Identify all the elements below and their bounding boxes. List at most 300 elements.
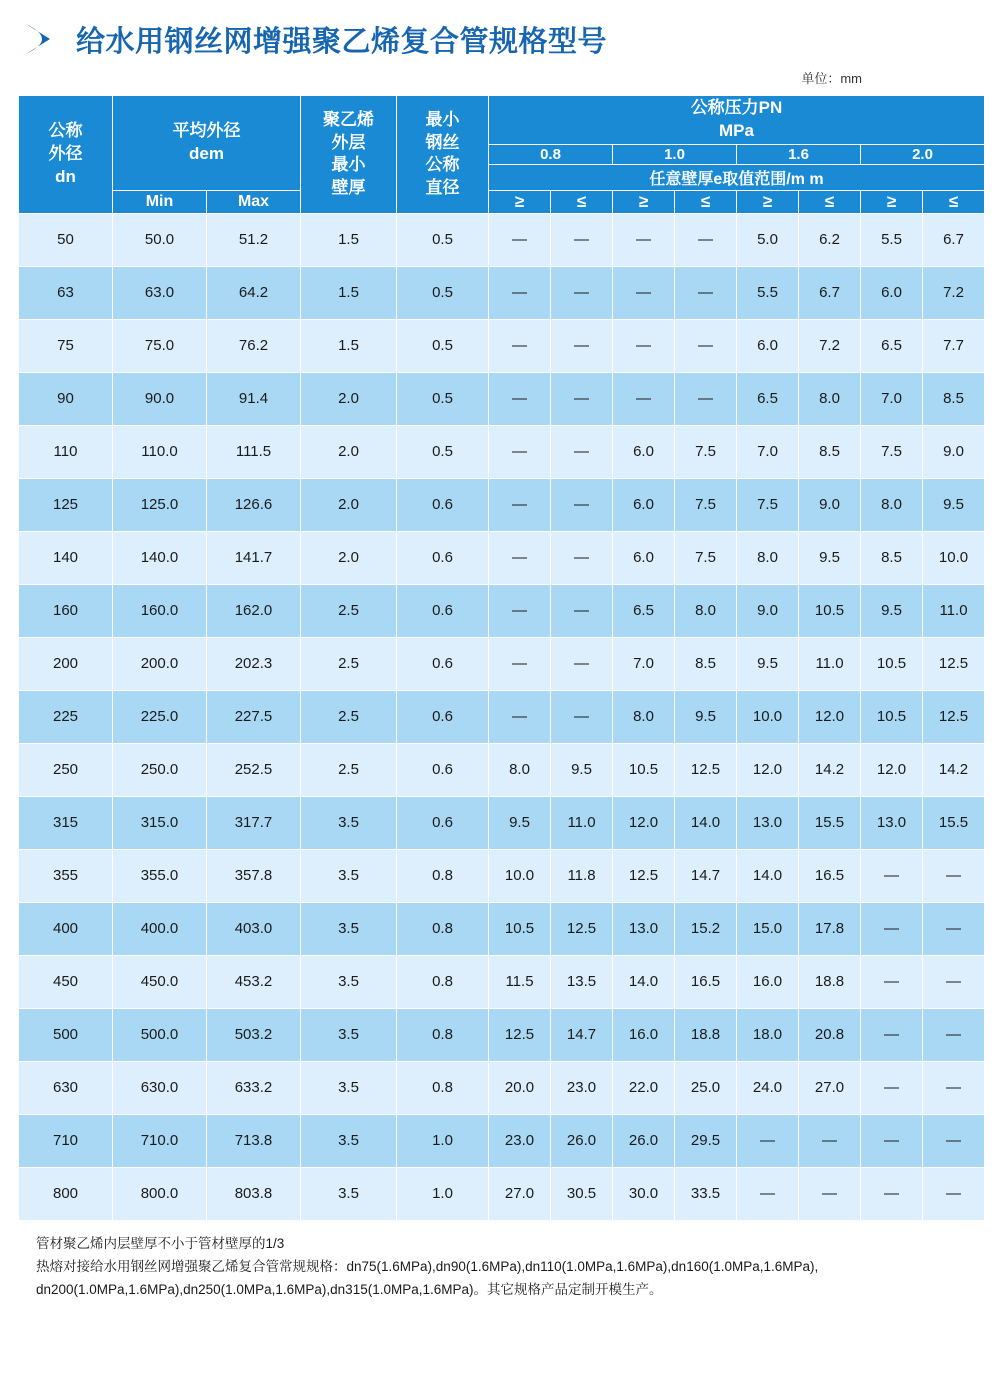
cell-p08_le: — [551,213,613,266]
col-header-dem-max: Max [207,190,301,213]
cell-p08_ge: — [489,425,551,478]
table-row [19,902,985,955]
cell-pe_min_wall: 3.5 [301,902,397,955]
cell-p08_le: — [551,637,613,690]
table-row [19,425,985,478]
cell-dem_min: 200.0 [113,637,207,690]
cell-dem_min: 160.0 [113,584,207,637]
cell-p20_le: 14.2 [923,743,985,796]
cell-p16_ge: — [737,1167,799,1220]
cell-p20_le: 9.0 [923,425,985,478]
wire-line-2: 钢丝 [425,132,460,152]
table-row [19,213,985,266]
cell-p16_le: 14.2 [799,743,861,796]
cell-p20_ge: 9.5 [861,584,923,637]
cell-p20_ge: 6.5 [861,319,923,372]
cell-dn: 315 [19,796,113,849]
cell-p20_ge: 7.0 [861,372,923,425]
cell-p10_ge: 13.0 [613,902,675,955]
cell-p10_ge: 6.0 [613,425,675,478]
pressure-class-2-0: 2.0 [861,144,985,164]
table-body [19,213,985,1220]
cell-p20_le: 12.5 [923,637,985,690]
footnote-line-1: 管材聚乙烯内层壁厚不小于管材壁厚的1/3 [36,1235,285,1251]
cell-p08_ge: 23.0 [489,1114,551,1167]
table-row [19,531,985,584]
table-row [19,1008,985,1061]
col-header-p08-ge: ≥ [489,190,551,213]
cell-p08_le: 11.8 [551,849,613,902]
cell-p16_ge: 6.0 [737,319,799,372]
cell-p10_le: 14.0 [675,796,737,849]
cell-pe_min_wall: 2.5 [301,743,397,796]
pn-line-1: 公称压力PN [690,98,783,117]
table-row [19,478,985,531]
cell-p20_ge: 13.0 [861,796,923,849]
cell-dem_max: 64.2 [207,266,301,319]
page-title: 给水用钢丝网增强聚乙烯复合管规格型号 [76,25,608,58]
cell-p20_ge: — [861,1008,923,1061]
col-header-p10-ge: ≥ [613,190,675,213]
cell-dem_max: 202.3 [207,637,301,690]
cell-p16_le: 6.2 [799,213,861,266]
cell-dem_max: 91.4 [207,372,301,425]
cell-pe_min_wall: 2.0 [301,425,397,478]
cell-p10_ge: 8.0 [613,690,675,743]
cell-dn: 355 [19,849,113,902]
header-row-4 [19,190,985,213]
cell-p20_le: 8.5 [923,372,985,425]
cell-p10_le: 12.5 [675,743,737,796]
cell-p08_ge: 27.0 [489,1167,551,1220]
cell-wire_dia: 0.8 [397,849,489,902]
cell-p16_ge: 24.0 [737,1061,799,1114]
table-row [19,319,985,372]
cell-p10_ge: — [613,319,675,372]
dn-line-3: dn [55,166,76,186]
cell-p20_ge: 6.0 [861,266,923,319]
cell-wire_dia: 1.0 [397,1167,489,1220]
unit-note: 单位：mm [801,71,862,86]
cell-p10_le: 7.5 [675,425,737,478]
cell-p20_le: 15.5 [923,796,985,849]
table-row [19,637,985,690]
cell-dn: 400 [19,902,113,955]
cell-dn: 225 [19,690,113,743]
cell-wire_dia: 0.8 [397,902,489,955]
cell-wire_dia: 0.6 [397,531,489,584]
cell-p08_le: 26.0 [551,1114,613,1167]
cell-p16_ge: 10.0 [737,690,799,743]
chevron-right-icon [20,16,66,62]
cell-p16_ge: — [737,1114,799,1167]
cell-p20_ge: — [861,902,923,955]
cell-p10_le: 33.5 [675,1167,737,1220]
cell-p08_le: — [551,584,613,637]
cell-p20_le: — [923,1167,985,1220]
cell-p10_ge: 12.5 [613,849,675,902]
cell-dem_min: 400.0 [113,902,207,955]
pe-line-3: 最小 [331,155,366,175]
cell-wire_dia: 0.5 [397,213,489,266]
cell-dem_max: 357.8 [207,849,301,902]
cell-p16_ge: 6.5 [737,372,799,425]
cell-p16_ge: 15.0 [737,902,799,955]
cell-p08_ge: — [489,584,551,637]
cell-p16_ge: 5.5 [737,266,799,319]
header-row-1 [19,96,985,145]
cell-p10_ge: — [613,213,675,266]
table-row [19,372,985,425]
cell-wire_dia: 0.8 [397,1008,489,1061]
cell-p16_le: 18.8 [799,955,861,1008]
cell-p10_le: 29.5 [675,1114,737,1167]
cell-p20_ge: 12.0 [861,743,923,796]
table-row [19,1167,985,1220]
cell-p16_le: 8.5 [799,425,861,478]
cell-p08_ge: — [489,319,551,372]
cell-p10_le: — [675,319,737,372]
cell-p10_le: 8.5 [675,637,737,690]
cell-p10_ge: — [613,266,675,319]
cell-wire_dia: 0.5 [397,319,489,372]
dn-line-2: 外径 [48,143,83,163]
cell-p08_ge: 10.0 [489,849,551,902]
cell-p20_ge: — [861,1167,923,1220]
cell-dn: 630 [19,1061,113,1114]
cell-dem_max: 453.2 [207,955,301,1008]
cell-dem_min: 710.0 [113,1114,207,1167]
table-row [19,266,985,319]
cell-p08_le: 9.5 [551,743,613,796]
cell-p20_le: — [923,1008,985,1061]
cell-p16_le: 15.5 [799,796,861,849]
cell-p16_ge: 5.0 [737,213,799,266]
cell-p08_le: 14.7 [551,1008,613,1061]
cell-p16_le: 17.8 [799,902,861,955]
cell-p16_le: 9.5 [799,531,861,584]
cell-p10_le: 15.2 [675,902,737,955]
cell-p10_ge: 6.5 [613,584,675,637]
cell-pe_min_wall: 3.5 [301,1008,397,1061]
cell-p08_ge: 20.0 [489,1061,551,1114]
cell-p20_ge: 10.5 [861,637,923,690]
cell-p10_ge: 30.0 [613,1167,675,1220]
cell-p16_le: 27.0 [799,1061,861,1114]
cell-p08_le: — [551,319,613,372]
cell-dn: 50 [19,213,113,266]
dn-line-1: 公称 [48,121,83,141]
cell-p16_ge: 9.5 [737,637,799,690]
cell-p10_le: — [675,372,737,425]
cell-p08_le: — [551,425,613,478]
cell-p08_le: — [551,266,613,319]
dem-line-2: dem [189,143,224,163]
col-header-p20-le: ≤ [923,190,985,213]
cell-wire_dia: 0.5 [397,425,489,478]
col-header-dem [113,96,301,191]
cell-p16_le: 16.5 [799,849,861,902]
cell-dn: 110 [19,425,113,478]
cell-p10_le: — [675,213,737,266]
cell-p20_ge: — [861,849,923,902]
cell-dem_min: 140.0 [113,531,207,584]
cell-wire_dia: 0.8 [397,1061,489,1114]
cell-dn: 75 [19,319,113,372]
cell-p08_ge: 12.5 [489,1008,551,1061]
cell-dem_max: 803.8 [207,1167,301,1220]
cell-dem_max: 111.5 [207,425,301,478]
cell-dem_min: 90.0 [113,372,207,425]
cell-dem_max: 76.2 [207,319,301,372]
pn-line-2: MPa [719,120,754,140]
cell-dem_max: 51.2 [207,213,301,266]
cell-p20_le: 7.7 [923,319,985,372]
cell-p08_le: 23.0 [551,1061,613,1114]
cell-p08_le: — [551,478,613,531]
cell-p10_ge: 6.0 [613,531,675,584]
cell-dem_max: 633.2 [207,1061,301,1114]
cell-wire_dia: 0.5 [397,266,489,319]
cell-pe_min_wall: 2.0 [301,478,397,531]
cell-p10_le: 7.5 [675,478,737,531]
cell-wire_dia: 0.6 [397,690,489,743]
cell-p16_le: 6.7 [799,266,861,319]
cell-dem_min: 50.0 [113,213,207,266]
cell-p10_le: 16.5 [675,955,737,1008]
table-row [19,955,985,1008]
cell-p16_le: — [799,1167,861,1220]
cell-p10_ge: 26.0 [613,1114,675,1167]
cell-p20_le: — [923,849,985,902]
cell-p10_ge: 14.0 [613,955,675,1008]
cell-dem_min: 250.0 [113,743,207,796]
cell-wire_dia: 1.0 [397,1114,489,1167]
cell-p20_ge: — [861,1114,923,1167]
cell-p08_le: 13.5 [551,955,613,1008]
cell-dem_min: 800.0 [113,1167,207,1220]
cell-wire_dia: 0.6 [397,796,489,849]
cell-wire_dia: 0.5 [397,372,489,425]
cell-dn: 800 [19,1167,113,1220]
cell-p08_le: — [551,531,613,584]
cell-pe_min_wall: 3.5 [301,1114,397,1167]
cell-p16_ge: 16.0 [737,955,799,1008]
cell-dem_max: 141.7 [207,531,301,584]
cell-pe_min_wall: 1.5 [301,213,397,266]
cell-dem_min: 450.0 [113,955,207,1008]
pressure-class-0-8: 0.8 [489,144,613,164]
cell-pe_min_wall: 1.5 [301,266,397,319]
pe-line-4: 壁厚 [331,178,366,198]
cell-p20_le: — [923,955,985,1008]
pressure-class-1-0: 1.0 [613,144,737,164]
cell-p20_le: 11.0 [923,584,985,637]
cell-p16_le: 9.0 [799,478,861,531]
cell-pe_min_wall: 2.5 [301,690,397,743]
cell-pe_min_wall: 2.0 [301,372,397,425]
cell-p20_le: 12.5 [923,690,985,743]
cell-dem_min: 63.0 [113,266,207,319]
cell-wire_dia: 0.6 [397,478,489,531]
cell-p20_ge: — [861,1061,923,1114]
cell-p08_le: 30.5 [551,1167,613,1220]
cell-p16_ge: 12.0 [737,743,799,796]
cell-dem_max: 503.2 [207,1008,301,1061]
cell-p16_ge: 9.0 [737,584,799,637]
dem-line-1: 平均外径 [172,121,241,140]
cell-dn: 160 [19,584,113,637]
cell-wire_dia: 0.6 [397,637,489,690]
cell-dem_min: 110.0 [113,425,207,478]
cell-p16_le: 7.2 [799,319,861,372]
cell-p16_ge: 8.0 [737,531,799,584]
pe-line-1: 聚乙烯 [323,109,374,129]
cell-dn: 500 [19,1008,113,1061]
cell-dem_min: 75.0 [113,319,207,372]
cell-p10_ge: 12.0 [613,796,675,849]
cell-dem_min: 315.0 [113,796,207,849]
cell-p10_ge: — [613,372,675,425]
cell-p08_ge: — [489,213,551,266]
cell-dem_min: 225.0 [113,690,207,743]
cell-dem_max: 227.5 [207,690,301,743]
cell-dn: 710 [19,1114,113,1167]
cell-p20_le: 9.5 [923,478,985,531]
cell-p20_le: 10.0 [923,531,985,584]
col-header-dem-min: Min [113,190,207,213]
cell-p10_le: 18.8 [675,1008,737,1061]
cell-dem_max: 252.5 [207,743,301,796]
cell-p08_ge: — [489,372,551,425]
cell-p10_ge: 6.0 [613,478,675,531]
cell-p20_le: — [923,1061,985,1114]
cell-wire_dia: 0.8 [397,955,489,1008]
cell-p08_le: 12.5 [551,902,613,955]
cell-pe_min_wall: 3.5 [301,955,397,1008]
cell-p08_le: — [551,690,613,743]
cell-p16_le: — [799,1114,861,1167]
wire-line-3: 公称 [425,155,460,175]
cell-dem_max: 162.0 [207,584,301,637]
wire-line-1: 最小 [425,109,460,129]
col-header-dn [19,96,113,214]
col-header-p20-ge: ≥ [861,190,923,213]
cell-p16_le: 20.8 [799,1008,861,1061]
table-row [19,743,985,796]
cell-p10_le: 25.0 [675,1061,737,1114]
cell-dem_min: 630.0 [113,1061,207,1114]
cell-p10_le: 14.7 [675,849,737,902]
cell-dem_min: 355.0 [113,849,207,902]
cell-p20_ge: 7.5 [861,425,923,478]
cell-p10_le: 8.0 [675,584,737,637]
wall-thickness-range-note: 任意壁厚e取值范围/m m [489,164,985,190]
cell-p08_ge: 8.0 [489,743,551,796]
cell-wire_dia: 0.6 [397,743,489,796]
cell-dem_max: 403.0 [207,902,301,955]
cell-dn: 140 [19,531,113,584]
cell-p08_ge: — [489,478,551,531]
cell-p10_ge: 16.0 [613,1008,675,1061]
col-header-p16-ge: ≥ [737,190,799,213]
cell-p08_ge: — [489,266,551,319]
cell-p20_le: 7.2 [923,266,985,319]
cell-p08_ge: 11.5 [489,955,551,1008]
cell-p16_ge: 7.5 [737,478,799,531]
table-row [19,1061,985,1114]
cell-p08_ge: — [489,637,551,690]
cell-p10_ge: 22.0 [613,1061,675,1114]
cell-dn: 250 [19,743,113,796]
cell-p20_le: 6.7 [923,213,985,266]
table-row [19,584,985,637]
cell-pe_min_wall: 1.5 [301,319,397,372]
cell-p20_ge: 10.5 [861,690,923,743]
col-header-nominal-pressure [489,96,985,145]
cell-p16_ge: 14.0 [737,849,799,902]
cell-dn: 450 [19,955,113,1008]
pe-line-2: 外层 [331,132,366,152]
table-row [19,849,985,902]
cell-p20_ge: 8.5 [861,531,923,584]
cell-dem_min: 125.0 [113,478,207,531]
cell-pe_min_wall: 3.5 [301,796,397,849]
cell-p08_le: 11.0 [551,796,613,849]
table-row [19,690,985,743]
col-header-pe-layer [301,96,397,214]
table-head [19,96,985,214]
cell-pe_min_wall: 3.5 [301,849,397,902]
cell-dn: 90 [19,372,113,425]
cell-dn: 200 [19,637,113,690]
cell-dn: 125 [19,478,113,531]
cell-pe_min_wall: 3.5 [301,1061,397,1114]
cell-p08_ge: 9.5 [489,796,551,849]
page-header [18,0,982,62]
cell-p10_ge: 10.5 [613,743,675,796]
table-row [19,796,985,849]
cell-p16_le: 8.0 [799,372,861,425]
cell-p10_le: 9.5 [675,690,737,743]
cell-pe_min_wall: 2.0 [301,531,397,584]
cell-p16_ge: 18.0 [737,1008,799,1061]
cell-p10_le: 7.5 [675,531,737,584]
cell-dem_max: 317.7 [207,796,301,849]
cell-p08_ge: — [489,531,551,584]
cell-dem_max: 126.6 [207,478,301,531]
col-header-p16-le: ≤ [799,190,861,213]
cell-pe_min_wall: 2.5 [301,584,397,637]
cell-dem_max: 713.8 [207,1114,301,1167]
cell-p20_ge: 5.5 [861,213,923,266]
specification-table [18,95,985,1221]
pressure-class-1-6: 1.6 [737,144,861,164]
col-header-p08-le: ≤ [551,190,613,213]
cell-dem_min: 500.0 [113,1008,207,1061]
cell-p16_le: 11.0 [799,637,861,690]
cell-p08_le: — [551,372,613,425]
table-row [19,1114,985,1167]
footnote-line-2: 热熔对接给水用钢丝网增强聚乙烯复合管常规规格：dn75(1.6MPa),dn90(1.6MPa),dn110(1.0MPa,1.6MPa),dn160(1.0MPa,1.6MPa), [36,1259,819,1275]
cell-p20_le: — [923,902,985,955]
cell-p08_ge: — [489,690,551,743]
footnote-line-3: dn200(1.0MPa,1.6MPa),dn250(1.0MPa,1.6MPa),dn315(1.0MPa,1.6MPa)。其它规格产品定制开模生产。 [36,1282,663,1298]
cell-p10_ge: 7.0 [613,637,675,690]
cell-dn: 63 [19,266,113,319]
cell-p08_ge: 10.5 [489,902,551,955]
cell-pe_min_wall: 3.5 [301,1167,397,1220]
